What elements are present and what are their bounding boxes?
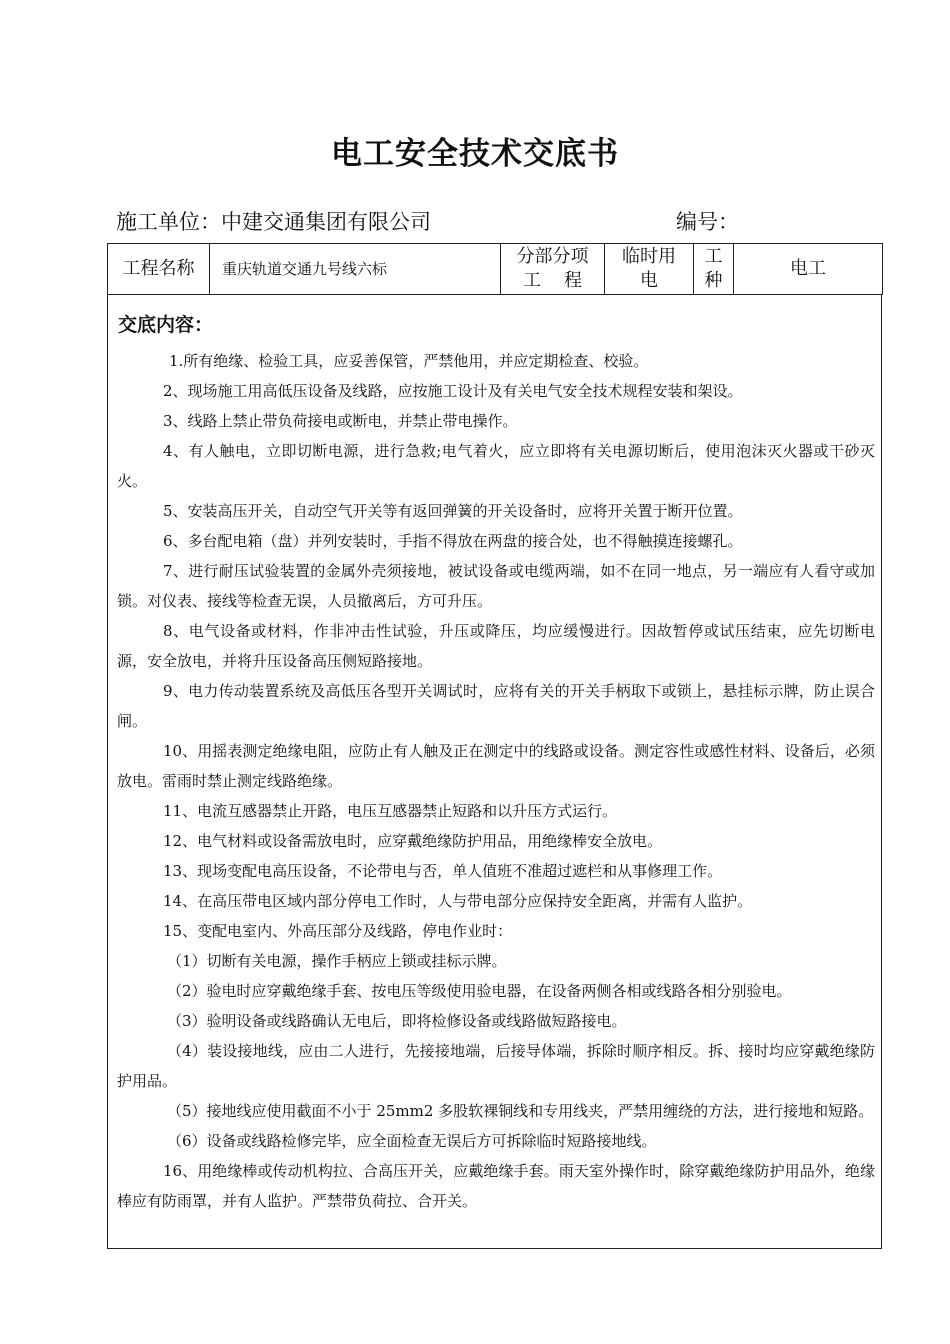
briefing-item: 2、现场施工用高低压设备及线路，应按施工设计及有关电气安全技术规程安装和架设。 <box>163 382 743 400</box>
briefing-item: 8、电气设备或材料，作非冲击性试验，升压或降压，均应缓慢进行。因故暂停或试压结束，应先切断电源，安全放电，并将升压设备高压侧短路接地。 <box>117 622 875 670</box>
briefing-item: 16、用绝缘棒或传动机构拉、合高压开关，应戴绝缘手套。雨天室外操作时，除穿戴绝缘防护用品外，绝缘棒应有防雨罩，并有人监护。严禁带负荷拉、合开关。 <box>117 1162 875 1210</box>
sub-project-line2-a: 工 <box>523 270 541 291</box>
document-title: 电工安全技术交底书 <box>331 136 619 172</box>
project-name-label: 工程名称 <box>108 244 210 295</box>
temporary-power-cell <box>605 244 694 295</box>
briefing-items <box>117 346 875 1216</box>
header-table <box>107 243 883 295</box>
sub-project-line2-b: 程 <box>564 270 582 291</box>
briefing-item: 3、线路上禁止带负荷接电或断电，并禁止带电操作。 <box>163 412 518 430</box>
briefing-item: 13、现场变配电高压设备，不论带电与否，单人值班不准超过遮栏和从事修理工作。 <box>163 862 723 880</box>
sub-project-label <box>501 244 605 295</box>
briefing-content-heading: 交底内容： <box>118 314 214 336</box>
briefing-item: 15、变配电室内、外高压部分及线路，停电作业时： <box>163 922 513 940</box>
sub-project-line1: 分部分项 <box>516 246 589 267</box>
briefing-content-box <box>107 294 882 1249</box>
work-type-label <box>694 244 734 295</box>
briefing-subitem: （6）设备或线路检修完毕，应全面检查无误后方可拆除临时短路接地线。 <box>167 1132 657 1150</box>
document-number-label: 编号： <box>676 210 739 234</box>
briefing-subitem: （5）接地线应使用截面不小于 25mm2 多股软裸铜线和专用线夹，严禁用缠绕的方法，进行接地和短路。 <box>167 1102 874 1120</box>
construction-unit: 施工单位：中建交通集团有限公司 <box>116 210 431 234</box>
temporary-power-line1: 临时用 <box>622 246 676 267</box>
briefing-item: 6、多台配电箱（盘）并列安装时，手指不得放在两盘的接合处，也不得触摸连接螺孔。 <box>163 532 743 550</box>
briefing-item: 10、用摇表测定绝缘电阻，应防止有人触及正在测定中的线路或设备。测定容性或感性材料、设备后，必须放电。雷雨时禁止测定线路绝缘。 <box>117 742 875 790</box>
briefing-subitem: （2）验电时应穿戴绝缘手套、按电压等级使用验电器，在设备两侧各相或线路各相分别验电。 <box>167 982 792 1000</box>
briefing-item: 14、在高压带电区域内部分停电工作时，人与带电部分应保持安全距离，并需有人监护。 <box>163 892 753 910</box>
briefing-item: 9、电力传动装置系统及高低压各型开关调试时，应将有关的开关手柄取下或锁上，悬挂标示牌，防止误合闸。 <box>117 682 875 730</box>
work-type-line1: 工 <box>704 246 723 267</box>
briefing-item: 1.所有绝缘、检验工具，应妥善保管，严禁他用，并应定期检查、校验。 <box>169 352 649 370</box>
briefing-item: 5、安装高压开关，自动空气开关等有返回弹簧的开关设备时，应将开关置于断开位置。 <box>163 502 743 520</box>
briefing-subitem: （1）切断有关电源，操作手柄应上锁或挂标示牌。 <box>167 952 507 970</box>
briefing-item: 7、进行耐压试验装置的金属外壳须接地，被试设备或电缆两端，如不在同一地点，另一端应有人看守或加锁。对仪表、接线等检查无误，人员撤离后，方可升压。 <box>117 562 875 610</box>
temporary-power-line2: 电 <box>640 270 658 291</box>
work-type-line2: 种 <box>704 270 723 291</box>
briefing-item: 12、电气材料或设备需放电时，应穿戴绝缘防护用品，用绝缘棒安全放电。 <box>163 832 663 850</box>
project-name-value: 重庆轨道交通九号线六标 <box>210 244 501 295</box>
work-type-value: 电工 <box>734 244 883 295</box>
briefing-subitem: （3）验明设备或线路确认无电后，即将检修设备或线路做短路接电。 <box>167 1012 627 1030</box>
briefing-item: 11、电流互感器禁止开路，电压互感器禁止短路和以升压方式运行。 <box>163 802 618 820</box>
briefing-item: 4、有人触电，立即切断电源，进行急救;电气着火，应立即将有关电源切断后，使用泡沫灭火器或干砂灭火。 <box>117 442 875 490</box>
briefing-subitem: （4）装设接地线，应由二人进行，先接接地端，后接导体端，拆除时顺序相反。拆、接时均应穿戴绝缘防护用品。 <box>117 1042 875 1090</box>
